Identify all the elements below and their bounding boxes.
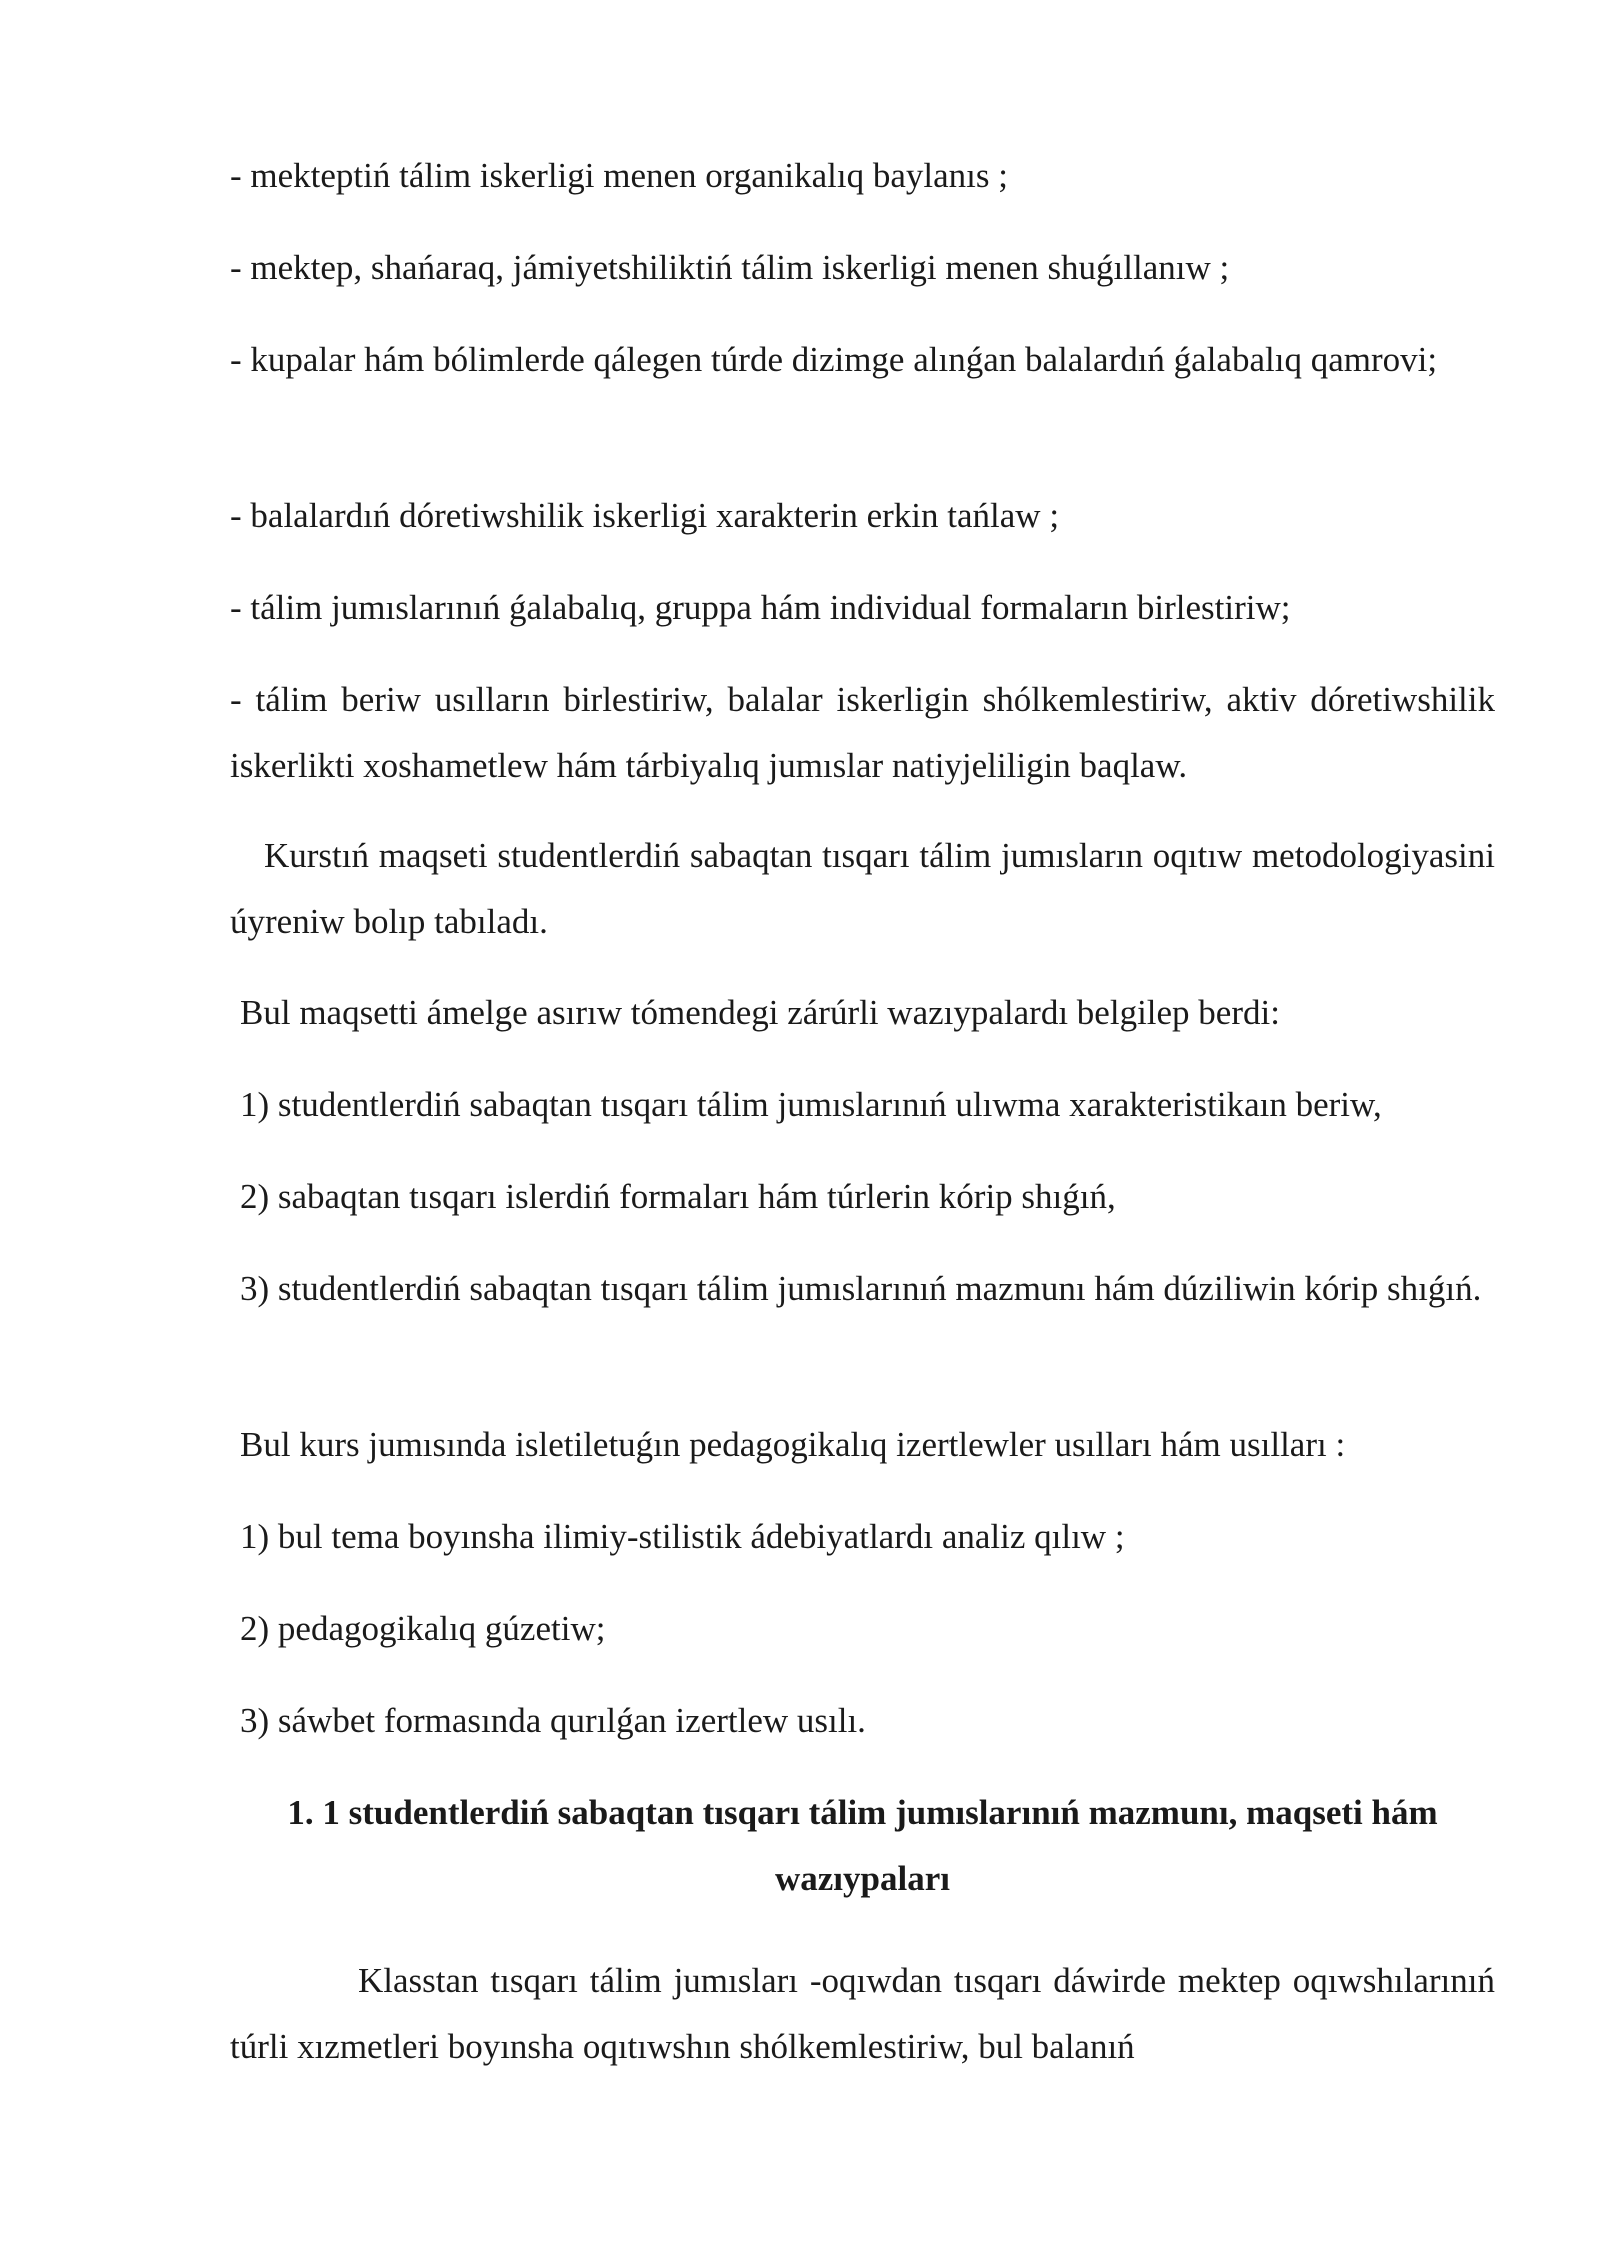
- methods-intro-paragraph: Bul kurs jumısında isletiletuǵın pedagogikalıq izertlewler usılları hám usılları :: [240, 1425, 1346, 1464]
- section-heading: 1. 1 studentlerdiń sabaqtan tısqarı tálim jumıslarınıń mazmunı, maqseti hám wazıypaları: [287, 1793, 1438, 1898]
- section-paragraph: Klasstan tısqarı tálim jumısları -oqıwdan tısqarı dáwirde mektep oqıwshılarınıń túrli xızmetleri boyınsha oqıtıwshın shólkemlestiriw, bul balanıń: [230, 1961, 1495, 2066]
- list-item: - balalardıń dóretiwshilik iskerligi xarakterin erkin tańlaw ;: [230, 496, 1060, 535]
- list-item: - tálim jumıslarınıń ǵalabalıq, gruppa hám individual formaların birlestiriw;: [230, 588, 1291, 627]
- list-item: - tálim beriw usılların birlestiriw, balalar iskerligin shólkemlestiriw, aktiv dóretiwshilik iskerlikti xoshametlew hám tárbiyalıq jumıslar natiyjeliligin baqlaw.: [230, 680, 1495, 785]
- method-item: 2) pedagogikalıq gúzetiw;: [240, 1609, 606, 1648]
- method-item: 1) bul tema boyınsha ilimiy-stilistik ádebiyatlardı analiz qılıw ;: [240, 1517, 1125, 1556]
- task-item: 2) sabaqtan tısqarı islerdiń formaları hám túrlerin kórip shıǵıń,: [240, 1177, 1116, 1216]
- list-item: - mekteptiń tálim iskerligi menen organikalıq baylanıs ;: [230, 156, 1008, 195]
- course-goal-paragraph: Kurstıń maqseti studentlerdiń sabaqtan tısqarı tálim jumısların oqıtıw metodologiyasini úyreniw bolıp tabıladı.: [230, 836, 1495, 941]
- list-item: - kupalar hám bólimlerde qálegen túrde dizimge alınǵan balalardıń ǵalabalıq qamrovi;: [230, 340, 1438, 379]
- list-item: - mektep, shańaraq, jámiyetshiliktiń tálim iskerligi menen shuǵıllanıw ;: [230, 248, 1230, 287]
- method-item: 3) sáwbet formasında qurılǵan izertlew usılı.: [240, 1701, 866, 1740]
- tasks-intro-paragraph: Bul maqsetti ámelge asırıw tómendegi zárúrli wazıypalardı belgilep berdi:: [240, 993, 1280, 1032]
- task-item: 1) studentlerdiń sabaqtan tısqarı tálim jumıslarınıń ulıwma xarakteristikaın beriw,: [240, 1085, 1382, 1124]
- task-item: 3) studentlerdiń sabaqtan tısqarı tálim jumıslarınıń mazmunı hám dúziliwin kórip shıǵıń.: [240, 1269, 1482, 1308]
